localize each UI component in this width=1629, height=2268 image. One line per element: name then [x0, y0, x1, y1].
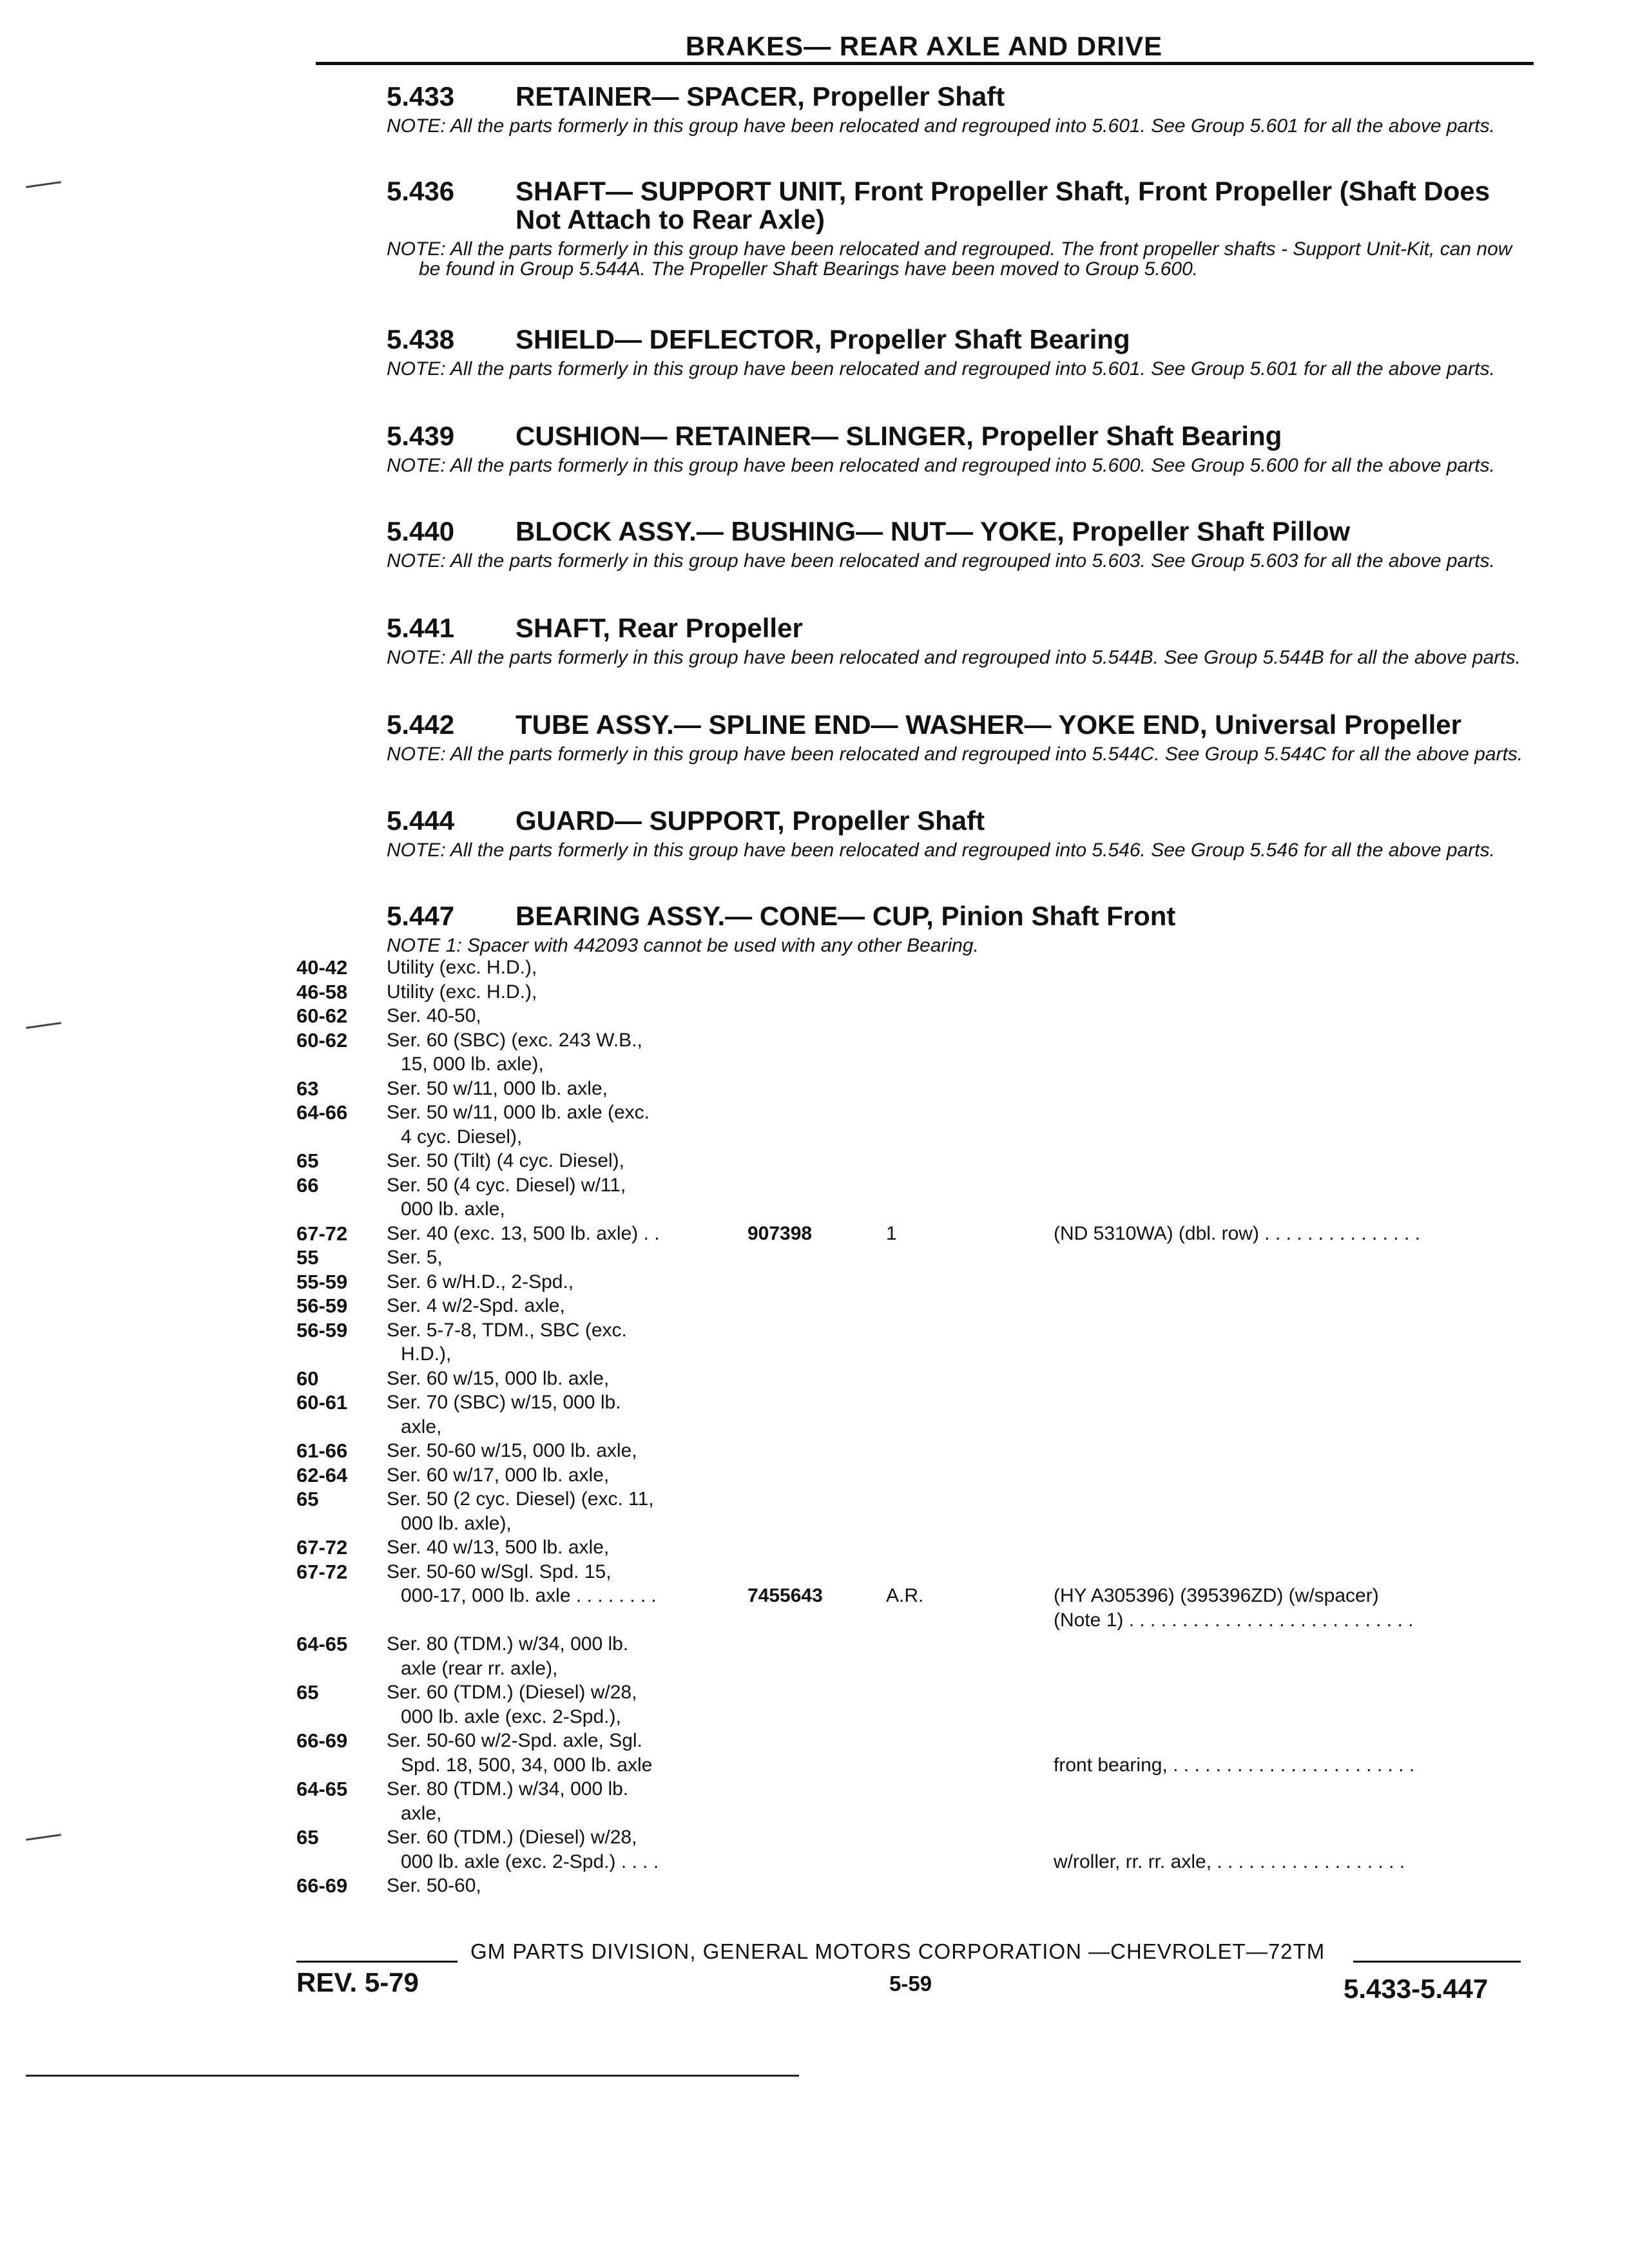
- row-years: 61-66: [296, 1439, 348, 1462]
- bottom-scan-rule: [26, 2075, 799, 2077]
- section-note: NOTE: All the parts formerly in this group have been relocated and regrouped into 5.601. See Group 5.601 for all the above parts.: [387, 358, 1495, 380]
- row-years: 66-69: [296, 1874, 348, 1897]
- row-description: 000-17, 000 lb. axle . . . . . . . .: [401, 1585, 657, 1606]
- section-number: 5.438: [387, 324, 455, 354]
- footer-rule-left: [296, 1961, 458, 1963]
- row-description: 15, 000 lb. axle),: [401, 1053, 544, 1075]
- section-title: SHAFT, Rear Propeller: [516, 613, 803, 643]
- table-row: [296, 1584, 1559, 1608]
- table-row: [296, 980, 1559, 1004]
- section-title: SHIELD— DEFLECTOR, Propeller Shaft Bearing: [516, 324, 1130, 354]
- table-row: [296, 1608, 1559, 1633]
- table-row: [296, 1560, 1559, 1584]
- table-row: [296, 1729, 1559, 1753]
- table-row: [296, 1777, 1559, 1802]
- row-years: 64-65: [296, 1778, 348, 1800]
- section-5-441: [387, 614, 1534, 668]
- row-description: Ser. 5,: [387, 1247, 443, 1268]
- row-years: 60-61: [296, 1391, 348, 1414]
- row-description: Ser. 5-7-8, TDM., SBC (exc.: [387, 1319, 627, 1341]
- row-description: 000 lb. axle,: [401, 1198, 505, 1220]
- table-row: [296, 1342, 1559, 1367]
- row-years: 56-59: [296, 1294, 348, 1317]
- row-years: 64-66: [296, 1101, 348, 1124]
- row-description: Ser. 60 (TDM.) (Diesel) w/28,: [387, 1827, 637, 1848]
- table-row: [296, 1367, 1559, 1391]
- table-row: [296, 1222, 1559, 1246]
- row-description: Ser. 50-60 w/Sgl. Spd. 15,: [387, 1561, 612, 1582]
- row-remark: front bearing, . . . . . . . . . . . . . . . . . . . . . . .: [1054, 1754, 1415, 1776]
- section-5-447: [387, 902, 1534, 956]
- section-number: 5.447: [387, 901, 455, 931]
- row-description: 000 lb. axle (exc. 2-Spd.),: [401, 1706, 621, 1727]
- section-note: NOTE: All the parts formerly in this group have been relocated and regrouped into 5.601. See Group 5.601 for all the above parts.: [387, 115, 1495, 137]
- footer-company: GM PARTS DIVISION, GENERAL MOTORS CORPORATION —CHEVROLET—72TM: [470, 1939, 1325, 1963]
- row-description: Ser. 50-60,: [387, 1875, 481, 1896]
- table-row: [296, 1052, 1559, 1077]
- row-description: Ser. 40-50,: [387, 1005, 481, 1026]
- section-note: NOTE: All the parts formerly in this group have been relocated and regrouped into 5.546. See Group 5.546 for all the above parts.: [387, 840, 1495, 861]
- table-row: [296, 1802, 1559, 1826]
- row-years: 60-62: [296, 1028, 348, 1052]
- section-title: BLOCK ASSY.— BUSHING— NUT— YOKE, Propeller Shaft Pillow: [516, 516, 1351, 546]
- footer-revision: REV. 5-79: [296, 1967, 419, 1997]
- row-years: 60: [296, 1367, 319, 1390]
- section-5-440: [387, 517, 1534, 571]
- section-note: NOTE: All the parts formerly in this group have been relocated and regrouped. The front propeller shafts - Support Unit-Kit, can now be found in Group 5.544A. The Propeller Shaft Bearings have been moved to Group 5.600.: [387, 238, 1512, 280]
- section-title: CUSHION— RETAINER— SLINGER, Propeller Shaft Bearing: [516, 421, 1282, 451]
- section-title: SHAFT— SUPPORT UNIT, Front Propeller Shaft, Front Propeller (Shaft Does Not Attach to Rear Axle): [516, 176, 1490, 235]
- table-row: [296, 1825, 1559, 1850]
- row-description: Ser. 50 w/11, 000 lb. axle (exc.: [387, 1102, 650, 1123]
- section-note: NOTE: All the parts formerly in this group have been relocated and regrouped into 5.544C. See Group 5.544C for all the above parts.: [387, 744, 1523, 765]
- table-row: [296, 1657, 1559, 1681]
- table-row: [296, 1874, 1559, 1898]
- row-description: Spd. 18, 500, 34, 000 lb. axle: [401, 1754, 653, 1776]
- table-row: [296, 1077, 1559, 1101]
- row-years: 65: [296, 1826, 319, 1849]
- table-row: [296, 1173, 1559, 1198]
- row-description: axle,: [401, 1416, 442, 1437]
- row-description: Utility (exc. H.D.),: [387, 981, 537, 1003]
- section-5-433: [387, 82, 1534, 136]
- section-5-439: [387, 422, 1534, 476]
- section-note: NOTE: All the parts formerly in this group have been relocated and regrouped into 5.544B. See Group 5.544B for all the above parts.: [387, 647, 1521, 668]
- row-description: axle (rear rr. axle),: [401, 1657, 558, 1679]
- row-part-number: 907398: [747, 1222, 813, 1244]
- row-years: 66: [296, 1173, 319, 1196]
- parts-table: [296, 956, 1559, 1898]
- margin-mark: [26, 181, 61, 188]
- section-number: 5.441: [387, 613, 455, 643]
- row-description: Ser. 40 (exc. 13, 500 lb. axle) . .: [387, 1222, 660, 1244]
- row-years: 65: [296, 1149, 319, 1172]
- section-note: NOTE 1: Spacer with 442093 cannot be used with any other Bearing.: [387, 935, 979, 956]
- section-number: 5.436: [387, 176, 455, 206]
- row-years: 60-62: [296, 1004, 348, 1027]
- section-5-436: [387, 177, 1534, 279]
- table-row: [296, 1850, 1559, 1874]
- row-quantity: 1: [886, 1222, 897, 1244]
- row-description: Ser. 50 (Tilt) (4 cyc. Diesel),: [387, 1150, 624, 1171]
- row-remark: (ND 5310WA) (dbl. row) . . . . . . . . . . . . . . .: [1054, 1222, 1421, 1244]
- table-row: [296, 1463, 1559, 1488]
- section-title: RETAINER— SPACER, Propeller Shaft: [516, 81, 1005, 111]
- row-description: Ser. 6 w/H.D., 2-Spd.,: [387, 1271, 574, 1293]
- row-description: Ser. 60 w/15, 000 lb. axle,: [387, 1367, 610, 1389]
- section-note: NOTE: All the parts formerly in this group have been relocated and regrouped into 5.600. See Group 5.600 for all the above parts.: [387, 455, 1495, 476]
- row-description: Ser. 50 (4 cyc. Diesel) w/11,: [387, 1174, 626, 1196]
- row-remark: w/roller, rr. rr. axle, . . . . . . . . . . . . . . . . . .: [1054, 1850, 1405, 1872]
- row-remark: (HY A305396) (395396ZD) (w/spacer): [1054, 1585, 1379, 1606]
- row-years: 65: [296, 1488, 319, 1510]
- section-number: 5.433: [387, 81, 455, 111]
- section-number: 5.440: [387, 516, 455, 546]
- margin-mark: [26, 1022, 61, 1029]
- table-row: [296, 1753, 1559, 1778]
- table-row: [296, 1705, 1559, 1729]
- table-row: [296, 1149, 1559, 1173]
- table-row: [296, 1294, 1559, 1318]
- row-part-number: 7455643: [747, 1585, 823, 1606]
- table-row: [296, 1245, 1559, 1270]
- section-number: 5.444: [387, 805, 455, 836]
- row-years: 64-65: [296, 1633, 348, 1655]
- row-description: Ser. 60 w/17, 000 lb. axle,: [387, 1464, 610, 1486]
- row-description: Ser. 4 w/2-Spd. axle,: [387, 1295, 565, 1316]
- table-row: [296, 1415, 1559, 1439]
- section-5-438: [387, 325, 1534, 379]
- row-description: 000 lb. axle),: [401, 1512, 512, 1534]
- table-row: [296, 1004, 1559, 1028]
- row-description: Ser. 50 w/11, 000 lb. axle,: [387, 1077, 608, 1099]
- margin-mark: [26, 1834, 61, 1841]
- section-title: BEARING ASSY.— CONE— CUP, Pinion Shaft Front: [516, 901, 1176, 931]
- table-row: [296, 1318, 1559, 1343]
- row-years: 55: [296, 1246, 319, 1269]
- table-row: [296, 1390, 1559, 1415]
- table-row: [296, 956, 1559, 980]
- row-years: 55-59: [296, 1270, 348, 1293]
- table-row: [296, 1100, 1559, 1125]
- row-remark: (Note 1) . . . . . . . . . . . . . . . . . . . . . . . . . . .: [1054, 1609, 1414, 1631]
- row-description: Ser. 50 (2 cyc. Diesel) (exc. 11,: [387, 1488, 654, 1510]
- row-description: Ser. 70 (SBC) w/15, 000 lb.: [387, 1392, 621, 1413]
- row-description: Ser. 60 (TDM.) (Diesel) w/28,: [387, 1682, 637, 1703]
- row-description: H.D.),: [401, 1343, 452, 1365]
- row-years: 67-72: [296, 1222, 348, 1245]
- row-years: 62-64: [296, 1463, 348, 1486]
- row-years: 63: [296, 1077, 319, 1100]
- row-description: Utility (exc. H.D.),: [387, 957, 537, 978]
- row-years: 46-58: [296, 980, 348, 1003]
- row-description: 4 cyc. Diesel),: [401, 1126, 523, 1148]
- table-row: [296, 1487, 1559, 1512]
- row-description: 000 lb. axle (exc. 2-Spd.) . . . .: [401, 1850, 659, 1872]
- section-5-444: [387, 807, 1534, 860]
- row-description: axle,: [401, 1802, 442, 1824]
- table-row: [296, 1270, 1559, 1294]
- row-years: 67-72: [296, 1560, 348, 1583]
- page-header-title: BRAKES— REAR AXLE AND DRIVE: [685, 31, 1163, 61]
- header-rule: [316, 62, 1534, 65]
- table-row: [296, 1632, 1559, 1657]
- row-quantity: A.R.: [886, 1585, 924, 1606]
- footer-rule-right: [1353, 1961, 1521, 1963]
- row-years: 40-42: [296, 956, 348, 979]
- row-description: Ser. 50-60 w/2-Spd. axle, Sgl.: [387, 1730, 642, 1751]
- row-years: 56-59: [296, 1318, 348, 1341]
- row-description: Ser. 80 (TDM.) w/34, 000 lb.: [387, 1778, 629, 1800]
- section-5-442: [387, 711, 1534, 764]
- section-title: TUBE ASSY.— SPLINE END— WASHER— YOKE END, Universal Propeller: [516, 709, 1462, 740]
- row-years: 65: [296, 1681, 319, 1704]
- table-row: [296, 1680, 1559, 1705]
- row-description: Ser. 80 (TDM.) w/34, 000 lb.: [387, 1633, 629, 1655]
- table-row: [296, 1197, 1559, 1222]
- section-title: GUARD— SUPPORT, Propeller Shaft: [516, 805, 985, 836]
- row-years: 67-72: [296, 1536, 348, 1559]
- table-row: [296, 1512, 1559, 1536]
- section-number: 5.442: [387, 709, 455, 740]
- section-note: NOTE: All the parts formerly in this group have been relocated and regrouped into 5.603. See Group 5.603 for all the above parts.: [387, 550, 1495, 572]
- footer-page-number: 5-59: [889, 1972, 932, 1995]
- row-description: Ser. 60 (SBC) (exc. 243 W.B.,: [387, 1029, 642, 1051]
- row-description: Ser. 50-60 w/15, 000 lb. axle,: [387, 1440, 637, 1461]
- row-years: 66-69: [296, 1729, 348, 1752]
- row-description: Ser. 40 w/13, 500 lb. axle,: [387, 1537, 610, 1558]
- table-row: [296, 1028, 1559, 1053]
- footer-section-range: 5.433-5.447: [1344, 1974, 1489, 2004]
- table-row: [296, 1439, 1559, 1463]
- table-row: [296, 1125, 1559, 1149]
- section-number: 5.439: [387, 421, 455, 451]
- table-row: [296, 1535, 1559, 1560]
